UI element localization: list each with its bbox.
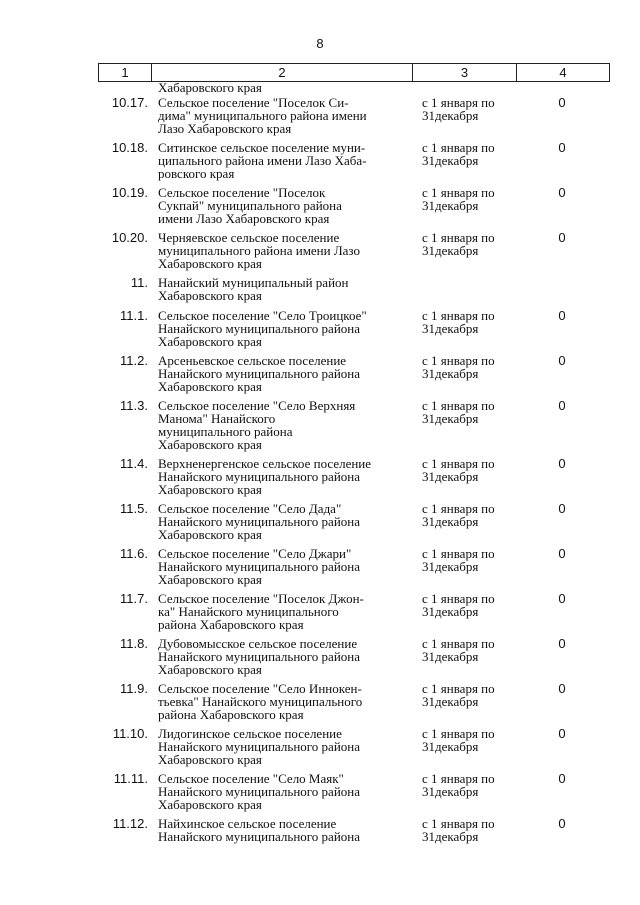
column-header-2: 2 <box>152 64 413 82</box>
row-period: с 1 января по 31декабря <box>422 591 495 619</box>
column-header-4: 4 <box>517 64 610 82</box>
row-name: Сельское поселение "Село Маяк" Нанайского муниципального района Хабаровского края <box>158 771 361 812</box>
row-number: 10.20. <box>111 230 148 245</box>
column-header-row <box>99 64 610 82</box>
page-number: 8 <box>316 36 324 51</box>
row-number: 11.12. <box>112 816 148 831</box>
column-header-1: 1 <box>99 64 152 82</box>
row-value: 0 <box>558 140 566 155</box>
row-period: с 1 января по 31декабря <box>422 681 495 709</box>
row-name: Сельское поселение "Село Дада" Нанайского муниципального района Хабаровского края <box>158 501 361 542</box>
row-value: 0 <box>558 636 566 651</box>
row-period: с 1 января по 31декабря <box>422 353 495 381</box>
row-number: 11.5. <box>120 501 148 516</box>
row-name: Верхненергенское сельское поселение Нанайского муниципального района Хабаровского края <box>158 456 372 497</box>
row-number: 11. <box>130 275 148 290</box>
row-period: с 1 января по 31декабря <box>422 456 495 484</box>
row-name: Сельское поселение "Село Джари" Нанайского муниципального района Хабаровского края <box>158 546 361 587</box>
row-period: с 1 января по 31декабря <box>422 140 495 168</box>
continuation-line: Хабаровского края <box>158 80 262 95</box>
row-period: с 1 января по 31декабря <box>422 726 495 754</box>
row-value: 0 <box>558 771 566 786</box>
row-value: 0 <box>558 308 566 323</box>
row-name: Ситинское сельское поселение муни- ципального района имени Лазо Хаба- ровского края <box>158 140 367 181</box>
row-value: 0 <box>558 353 566 368</box>
row-value: 0 <box>558 816 566 831</box>
row-period: с 1 января по 31декабря <box>422 308 495 336</box>
row-period: с 1 января по 31декабря <box>422 771 495 799</box>
row-period: с 1 января по 31декабря <box>422 398 495 426</box>
row-name: Сельское поселение "Село Верхняя Манома" Нанайского муниципального района Хабаровского края <box>158 398 356 452</box>
row-number: 10.19. <box>111 185 148 200</box>
row-value: 0 <box>558 185 566 200</box>
row-number: 10.17. <box>111 95 148 110</box>
row-number: 11.10. <box>112 726 148 741</box>
row-value: 0 <box>558 501 566 516</box>
row-name: Найхинское сельское поселение Нанайского муниципального района <box>158 816 361 844</box>
row-number: 11.3. <box>120 398 148 413</box>
row-name: Нанайский муниципальный район Хабаровского края <box>158 275 349 303</box>
row-name: Арсеньевское сельское поселение Нанайского муниципального района Хабаровского края <box>158 353 361 394</box>
row-period: с 1 января по 31декабря <box>422 185 495 213</box>
row-name: Сельское поселение "Село Иннокен- тьевка" Нанайского муниципального района Хабаровского края <box>158 681 363 722</box>
row-name: Сельское поселение "Поселок Си- дима" муниципального района имени Лазо Хабаровского края <box>158 95 367 136</box>
row-value: 0 <box>558 546 566 561</box>
row-name: Сельское поселение "Поселок Сукпай" муниципального района имени Лазо Хабаровского края <box>158 185 342 226</box>
row-number: 11.8. <box>120 636 148 651</box>
row-period: с 1 января по 31декабря <box>422 816 495 844</box>
row-period: с 1 января по 31декабря <box>422 230 495 258</box>
row-value: 0 <box>558 591 566 606</box>
row-period: с 1 января по 31декабря <box>422 501 495 529</box>
row-value: 0 <box>558 681 566 696</box>
row-number: 11.7. <box>120 591 148 606</box>
row-number: 11.6. <box>120 546 148 561</box>
row-name: Лидогинское сельское поселение Нанайского муниципального района Хабаровского края <box>158 726 361 767</box>
row-name: Сельское поселение "Поселок Джон- ка" Нанайского муниципального района Хабаровского края <box>158 591 364 632</box>
row-value: 0 <box>558 726 566 741</box>
row-period: с 1 января по 31декабря <box>422 546 495 574</box>
row-period: с 1 января по 31декабря <box>422 636 495 664</box>
row-value: 0 <box>558 456 566 471</box>
row-name: Дубовомысское сельское поселение Нанайского муниципального района Хабаровского края <box>158 636 361 677</box>
row-value: 0 <box>558 95 566 110</box>
row-period: с 1 января по 31декабря <box>422 95 495 123</box>
row-number: 11.1. <box>120 308 148 323</box>
row-name: Сельское поселение "Село Троицкое" Нанайского муниципального района Хабаровского края <box>158 308 367 349</box>
row-number: 11.4. <box>120 456 148 471</box>
row-value: 0 <box>558 230 566 245</box>
row-number: 11.9. <box>120 681 148 696</box>
row-number: 11.11. <box>113 771 148 786</box>
row-number: 11.2. <box>120 353 148 368</box>
column-header-3: 3 <box>413 64 517 82</box>
row-name: Черняевское сельское поселение муниципального района имени Лазо Хабаровского края <box>158 230 360 271</box>
row-value: 0 <box>558 398 566 413</box>
row-number: 10.18. <box>111 140 148 155</box>
